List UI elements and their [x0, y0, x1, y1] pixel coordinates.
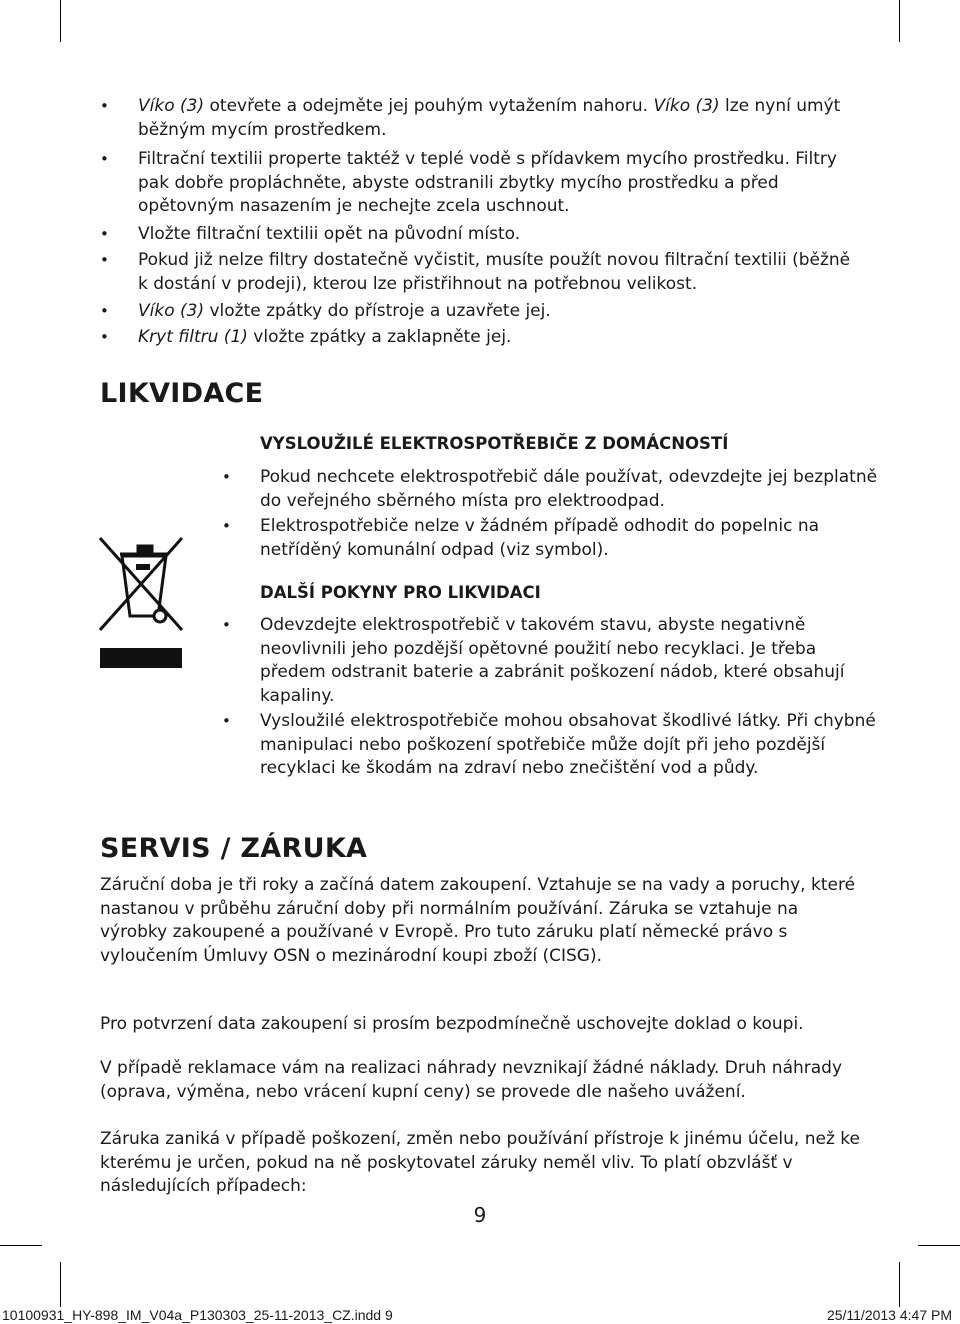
section-heading-disposal: LIKVIDACE [100, 378, 264, 409]
italic-ref: Víko (3) [138, 96, 205, 116]
warranty-paragraph: Záruka zaniká v případě poškození, změn nebo používání přístroje k jinému účelu, než ke kterému je určen, pokud na ně poskytovatel záruky neměl vliv. To platí obzvlášť v následujících případech: [100, 1129, 860, 1196]
footer-file-name: 10100931_HY-898_IM_V04a_P130303_25-11-2013_CZ.indd 9 [2, 1307, 393, 1323]
italic-ref: Kryt filtru (1) [138, 327, 248, 347]
item-text: otevřete a odejměte jej pouhým vytažením nahoru. [204, 96, 654, 116]
list-item: • Odevzdejte elektrospotřebič v takovém stavu, abyste negativně neovlivnili jeho pozdější opětovné použití nebo recyklaci. Je třeba předem odstranit baterie a zabránit poškození nádob, které obsahují kapaliny. [260, 614, 880, 708]
crop-mark [0, 1245, 42, 1246]
list-item: • Vysloužilé elektrospotřebiče mohou obsahovat škodlivé látky. Při chybné manipulaci nebo poškození spotřebiče může dojít při jeho pozdější recyklaci ke škodám na zdraví nebo znečištění vod a půdy. [260, 710, 880, 781]
warranty-paragraph: Záruční doba je tři roky a začíná datem zakoupení. Vztahuje se na vady a poruchy, které nastanou v průběhu záruční doby při normálním používání. Záruka se vztahuje na výrobky zakoupené a používané v Evropě. Pro tuto záruku platí německé právo s vyloučením Úmluvy OSN o mezinárodní koupi zboží (CISG). [100, 875, 856, 966]
item-text: vložte zpátky do přístroje a uzavřete jej. [204, 301, 551, 321]
list-item [138, 249, 858, 296]
section-heading-warranty: SERVIS / ZÁRUKA [100, 833, 368, 864]
list-item: • Pokud nechcete elektrospotřebič dále používat, odevzdejte jej bezplatně do veřejného sběrného místa pro elektroodpad. [260, 466, 880, 513]
list-item [138, 326, 858, 350]
item-text: vložte zpátky a zaklapněte jej. [247, 327, 512, 347]
italic-ref: Víko (3) [653, 96, 720, 116]
subheading-further-instructions: DALŠÍ POKYNY PRO LIKVIDACI [260, 583, 541, 602]
crop-mark [60, 0, 61, 42]
list-item [138, 95, 858, 142]
crop-mark [60, 1262, 61, 1307]
list-item [138, 223, 858, 247]
warranty-paragraph: V případě reklamace vám na realizaci náhrady nevznikají žádné náklady. Druh náhrady (oprava, výměna, nebo vrácení kupní ceny) se provede dle našeho uvážení. [100, 1058, 843, 1102]
crop-mark [899, 1262, 900, 1307]
footer-datetime: 25/11/2013 4:47 PM [826, 1307, 952, 1323]
list-item [138, 300, 858, 324]
list-item: • Elektrospotřebiče nelze v žádném případě odhodit do popelnic na netříděný komunální odpad (viz symbol). [260, 515, 880, 562]
crossed-out-wheelie-bin-icon [96, 530, 186, 670]
crop-mark [918, 1245, 960, 1246]
crop-mark [899, 0, 900, 42]
page-number: 9 [473, 1203, 487, 1227]
warranty-paragraph: Pro potvrzení data zakoupení si prosím bezpodmínečně uschovejte doklad o koupi. [100, 1014, 804, 1034]
italic-ref: Víko (3) [138, 301, 205, 321]
list-item [138, 148, 858, 219]
item-text: Filtrační textilii properte taktéž v teplé vodě s přídavkem mycího prostředku. Filtry pak dobře propláchněte, abyste odstranili zbytky mycího prostředku a před opětovným nasazením je nechejte zcela uschnout. [138, 149, 837, 216]
subheading-household-appliances: VYSLOUŽILÉ ELEKTROSPOTŘEBIČE Z DOMÁCNOSTÍ [260, 434, 729, 453]
item-text: Pokud již nelze filtry dostatečně vyčistit, musíte použít novou filtrační textilii (běžně k dostání v prodeji), kterou lze přistřihnout na potřebnou velikost. [138, 250, 851, 294]
item-text: Vložte filtrační textilii opět na původní místo. [138, 224, 521, 244]
item-text: lze nyní umýt běžným mycím prostředkem. [138, 96, 841, 140]
